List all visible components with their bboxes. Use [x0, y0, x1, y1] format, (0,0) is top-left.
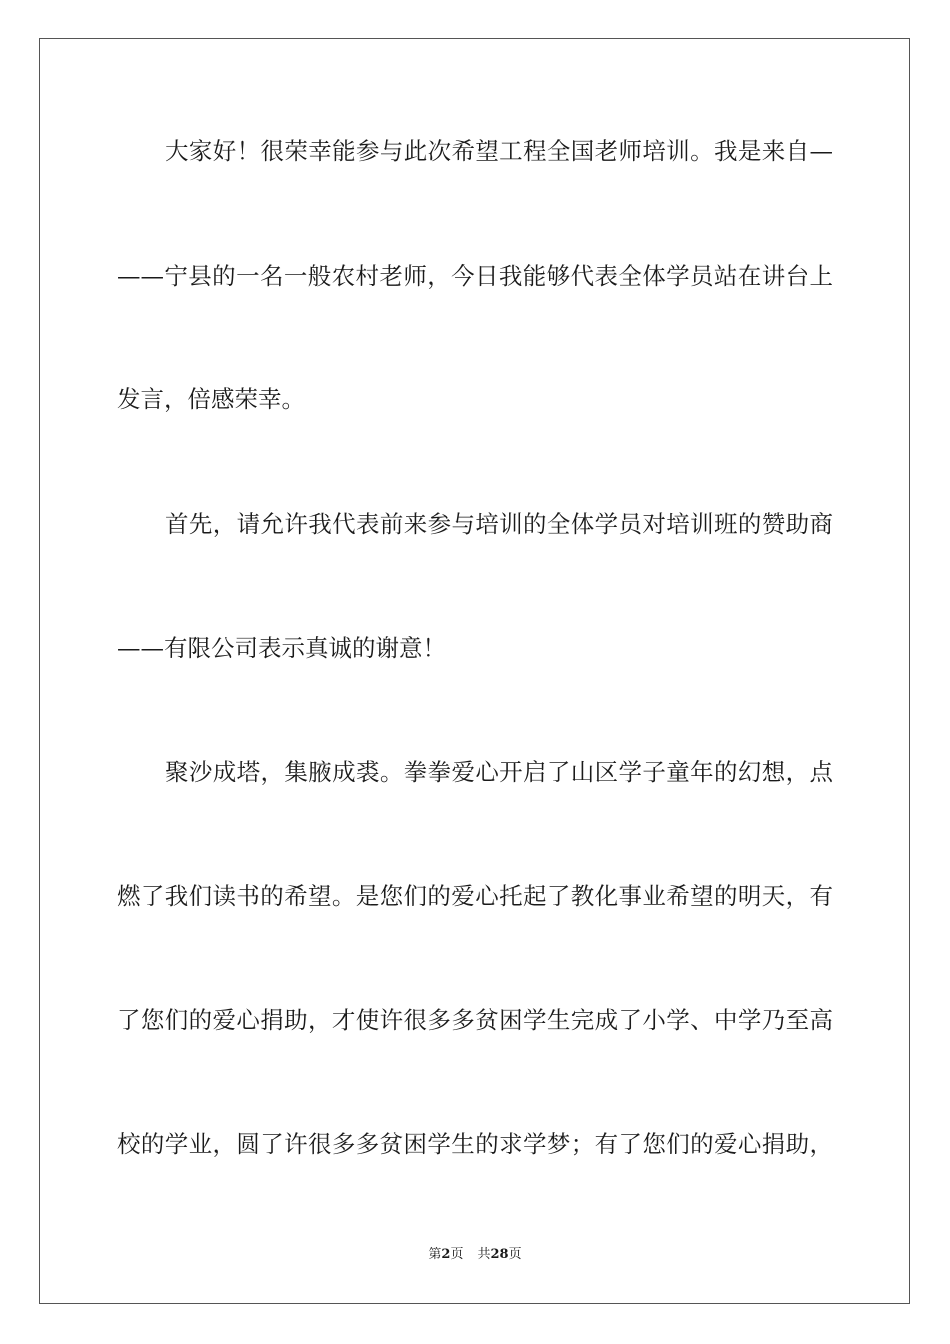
footer-total-prefix: 共	[477, 1247, 491, 1262]
footer-total-suffix: 页	[508, 1247, 522, 1262]
paragraph-line-4: 首先，请允许我代表前来参与培训的全体学员对培训班的赞助商	[165, 510, 833, 538]
paragraph-line-2: ——宁县的一名一般农村老师，今日我能够代表全体学员站在讲台上	[117, 262, 833, 290]
footer-page-number: 2	[441, 1247, 451, 1262]
footer-page-suffix: 页	[450, 1247, 464, 1262]
paragraph-line-7: 燃了我们读书的希望。是您们的爱心托起了教化事业希望的明天，有	[117, 882, 833, 910]
paragraph-line-9: 校的学业，圆了许很多多贫困学生的求学梦；有了您们的爱心捐助，	[117, 1130, 833, 1158]
page-frame	[39, 38, 910, 1304]
footer-page-prefix: 第	[428, 1247, 442, 1262]
page-footer	[0, 1246, 950, 1264]
paragraph-line-3: 发言，倍感荣幸。	[117, 385, 305, 413]
paragraph-line-6: 聚沙成塔，集腋成裘。拳拳爱心开启了山区学子童年的幻想，点	[165, 758, 833, 786]
paragraph-line-8: 了您们的爱心捐助，才使许很多多贫困学生完成了小学、中学乃至高	[117, 1006, 833, 1034]
footer-total-number: 28	[490, 1247, 509, 1262]
paragraph-line-5: ——有限公司表示真诚的谢意！	[117, 634, 446, 662]
paragraph-line-1: 大家好！很荣幸能参与此次希望工程全国老师培训。我是来自—	[165, 137, 833, 165]
